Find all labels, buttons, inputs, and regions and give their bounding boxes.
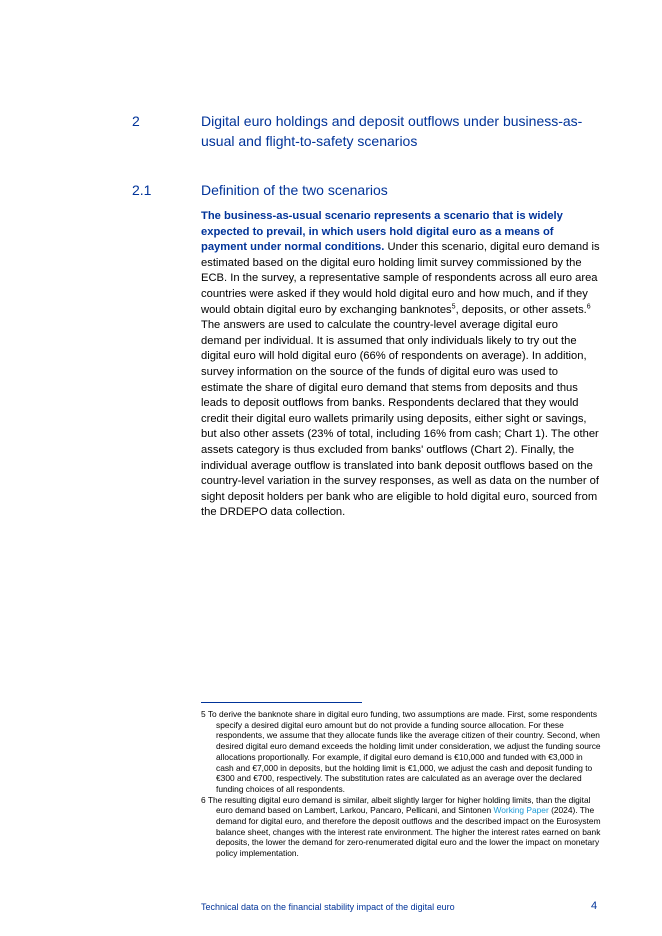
footnote-text-after: (2024). The demand for digital euro, and therefore the deposit outflows and the described impact on the Eurosystem balance sheet, changes with the interest rate environment. The higher the interest rates earned on bank deposits, the lower the demand for zero-renumerated digital euro and the lower the impact on monetary policy implementation. <box>216 805 601 859</box>
footnote-ref-6[interactable]: 6 <box>586 302 591 310</box>
footnote-5 <box>201 709 601 795</box>
page-number: 4 <box>591 900 598 912</box>
paragraph-text-3: The answers are used to calculate the country-level average digital euro demand per individual. It is assumed that only individuals likely to try out the digital euro will hold digital euro (66% of respondents on average). In addition, survey information on the source of the funds of digital euro was used to estimate the share of digital euro demand that stems from deposits and thus leads to deposit outflows from banks. Respondents declared that they would credit their digital euro wallets primarily using deposits, either sight or savings, but also other assets (23% of total, including 16% from cash; Chart 1). The other assets category is thus excluded from banks' outflows (Chart 2). Finally, the individual average outflow is translated into bank deposit outflows based on the country-level variation in the survey responses, as well as data on the number of sight deposit holders per bank who are eligible to hold digital euro, sourced from the DRDEPO data collection. <box>201 319 599 519</box>
paragraph-text-2: , deposits, or other assets. <box>455 303 587 316</box>
footer-title: Technical data on the financial stability impact of the digital euro <box>201 902 455 912</box>
footnote-divider <box>201 702 362 703</box>
footnote-ref-5[interactable]: 5 <box>451 302 456 310</box>
body-paragraph <box>201 209 601 521</box>
footnote-text: The resulting digital euro demand is similar, albeit slightly larger for higher holding limits, than the digital euro demand based on Lambert, Larkou, Pancaro, Pellicani, and Sintonen <box>207 794 591 816</box>
footnote-number: 6 <box>201 794 206 805</box>
section-number: 2 <box>132 113 140 129</box>
footnote-text: To derive the banknote share in digital euro funding, two assumptions are made. First, some respondents specify a desired digital euro amount but do not provide a funding source allocation. For these respondents, we assume that they allocate funds like the average citizen of their country. Second, when desired digital euro demand exceeds the holding limit under consideration, we adjust the funding source allocations proportionally. For example, if digital euro demand is €10,000 and funded with €3,000 in cash and €7,000 in deposits, but the holding limit is €1,000, we adjust the cash and deposit funding to €300 and €700, respectively. The substitution rates are calculated as an average over the declared funding choices of all respondents. <box>207 709 601 794</box>
footnotes <box>201 709 601 859</box>
section-title: Digital euro holdings and deposit outflows under business-as-usual and flight-to-safety scenarios <box>201 113 583 149</box>
subsection-number: 2.1 <box>132 182 152 198</box>
paragraph-text-1: Under this scenario, digital euro demand is estimated based on the digital euro holding limit survey commissioned by the ECB. In the survey, a representative sample of respondents across all euro area countries were asked if they would hold digital euro and how much, and if they would obtain digital euro by exchanging banknotes <box>201 241 600 316</box>
footnote-number: 5 <box>201 709 206 719</box>
subsection-title: Definition of the two scenarios <box>201 182 388 198</box>
paragraph-lead: The business-as-usual scenario represents a scenario that is widely expected to prevail, in which users hold digital euro as a means of payment under normal conditions. <box>201 210 563 254</box>
working-paper-link[interactable]: Working Paper <box>493 805 549 816</box>
footnote-6 <box>201 795 601 859</box>
